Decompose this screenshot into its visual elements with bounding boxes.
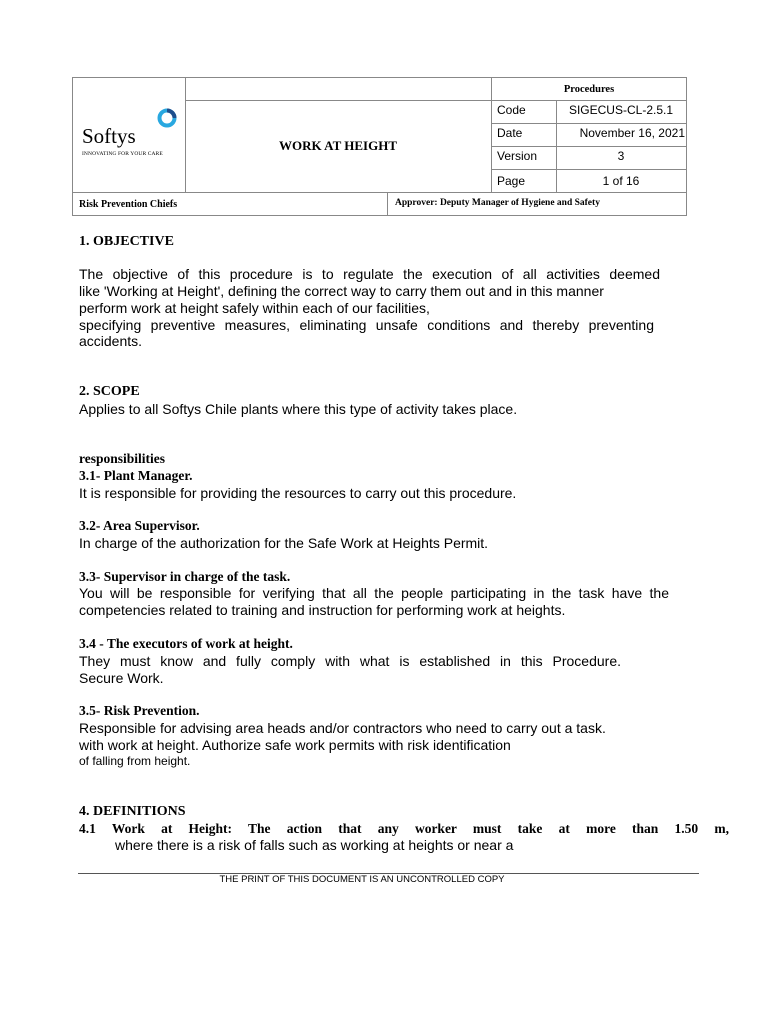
responsibility-title: 3.5- Risk Prevention. [79, 703, 200, 718]
grid-line [73, 192, 687, 193]
grid-line [491, 169, 687, 170]
grid-line [387, 192, 388, 216]
author-cell: Risk Prevention Chiefs [79, 199, 178, 210]
company-logo [73, 78, 185, 192]
definition-line: 4.1 Work at Height: The action that any worker must take at more than 1.50 m, [79, 821, 729, 836]
responsibility-text: It is responsible for providing the resources to carry out this procedure. [79, 485, 517, 501]
document-title: WORK AT HEIGHT [279, 138, 397, 153]
date-value: November 16, 2021 [579, 126, 685, 140]
approver-cell: Approver: Deputy Manager of Hygiene and Safety [395, 198, 600, 208]
responsibilities-heading: responsibilities [79, 451, 166, 466]
page-label: Page [497, 174, 526, 188]
code-value: SIGECUS-CL-2.5.1 [568, 103, 674, 117]
version-label: Version [497, 149, 538, 163]
scope-text: Applies to all Softys Chile plants where this type of activity takes place. [79, 401, 518, 417]
code-label: Code [497, 103, 526, 117]
scope-heading: 2. SCOPE [79, 384, 140, 399]
responsibility-text: of falling from height. [79, 754, 191, 768]
responsibility-text: They must know and fully comply with what is established in this Procedure. [79, 653, 621, 669]
objective-line: specifying preventive measures, eliminating unsafe conditions and thereby preventing [79, 317, 654, 333]
objective-line: The objective of this procedure is to regulate the execution of all activities deemed [79, 266, 660, 282]
responsibility-text: competencies related to training and instruction for performing work at heights. [79, 602, 566, 618]
responsibility-text: In charge of the authorization for the Safe Work at Heights Permit. [79, 535, 489, 551]
responsibility-text: Secure Work. [79, 670, 164, 686]
objective-line: accidents. [79, 333, 143, 349]
responsibility-text: You will be responsible for verifying that all the people participating in the task have the [79, 585, 669, 601]
objective-heading: 1. OBJECTIVE [79, 234, 174, 249]
responsibility-title: 3.1- Plant Manager. [79, 468, 193, 483]
responsibility-title: 3.2- Area Supervisor. [79, 518, 200, 533]
date-label: Date [497, 126, 523, 140]
company-name: Softys [82, 124, 136, 148]
softys-logo-icon [155, 105, 179, 131]
responsibility-text: with work at height. Authorize safe work permits with risk identification [79, 737, 511, 753]
grid-line [491, 146, 687, 147]
responsibility-text: Responsible for advising area heads and/or contractors who need to carry out a task. [79, 720, 606, 736]
page-value: 1 of 16 [602, 174, 640, 188]
company-tagline: INNOVATING FOR YOUR CARE [82, 151, 163, 157]
definitions-heading: 4. DEFINITIONS [79, 804, 186, 819]
objective-line: like 'Working at Height', defining the correct way to carry them out and in this manner [79, 283, 604, 299]
footer-notice: THE PRINT OF THIS DOCUMENT IS AN UNCONTROLLED COPY [219, 874, 505, 885]
document-header-table [72, 77, 687, 216]
version-value: 3 [617, 149, 625, 163]
procedures-label: Procedures [563, 83, 615, 95]
responsibility-title: 3.3- Supervisor in charge of the task. [79, 569, 291, 584]
definition-line: where there is a risk of falls such as working at heights or near a [115, 837, 514, 853]
responsibility-title: 3.4 - The executors of work at height. [79, 636, 293, 651]
grid-line [491, 123, 687, 124]
objective-line: perform work at height safely within each of our facilities, [79, 300, 430, 316]
